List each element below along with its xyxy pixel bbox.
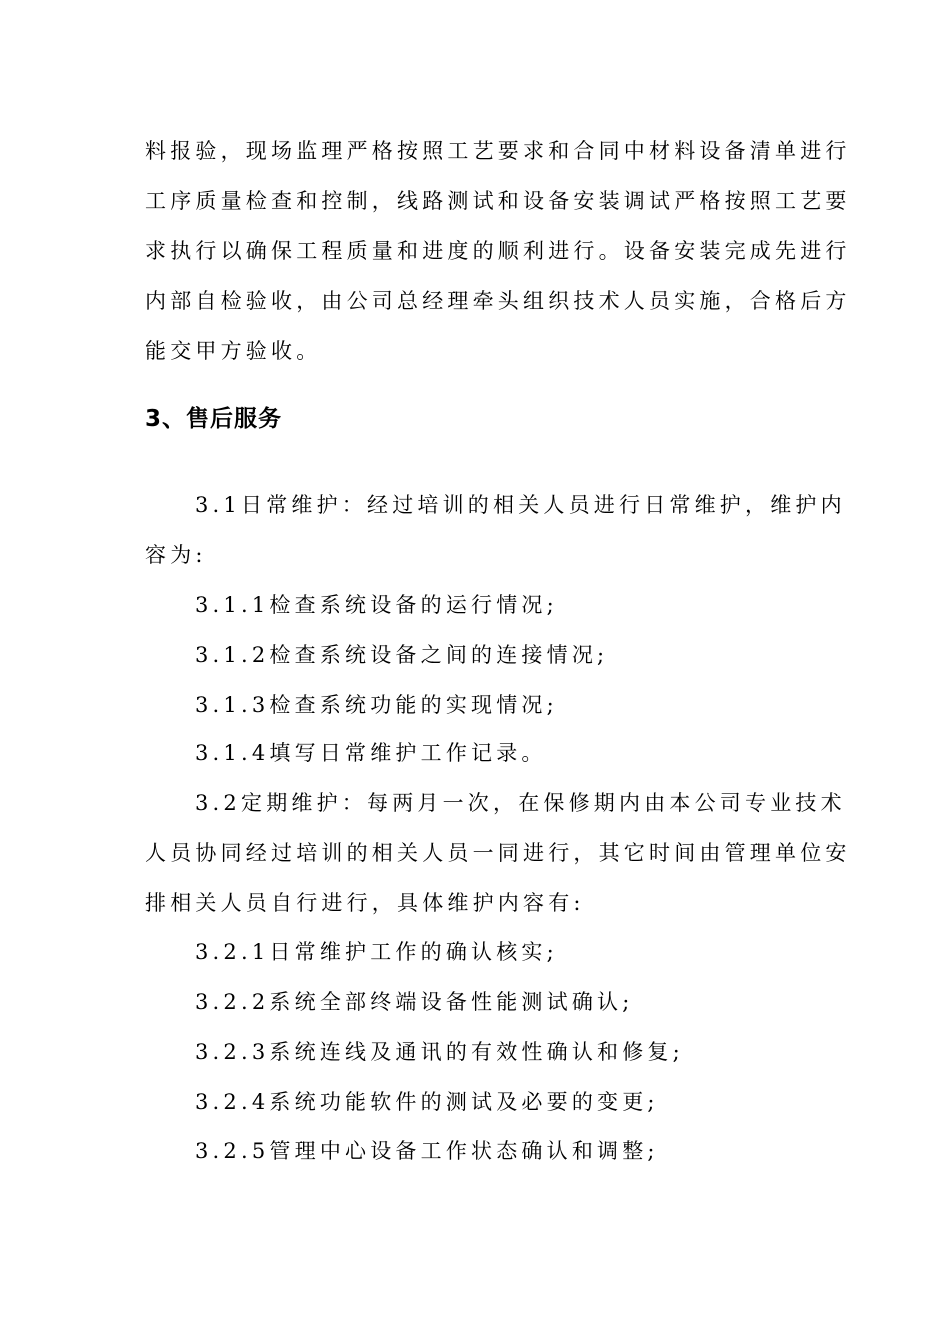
daily-item-4: 3.1.4填写日常维护工作记录。 xyxy=(195,741,547,765)
intro-line-4: 内部自检验收，由公司总经理牵头组织技术人员实施，合格后方 xyxy=(145,289,851,313)
periodic-maintenance-line-1: 3.2定期维护：每两月一次，在保修期内由本公司专业技术 xyxy=(195,791,846,815)
periodic-item-1: 3.2.1日常维护工作的确认核实; xyxy=(195,940,558,964)
periodic-maintenance-line-2: 人员协同经过培训的相关人员一同进行，其它时间由管理单位安 xyxy=(145,841,851,865)
periodic-item-3: 3.2.3系统连线及通讯的有效性确认和修复; xyxy=(195,1040,684,1064)
daily-item-2: 3.1.2检查系统设备之间的连接情况; xyxy=(195,643,609,667)
periodic-item-2: 3.2.2系统全部终端设备性能测试确认; xyxy=(195,990,634,1014)
intro-line-2: 工序质量检查和控制，线路测试和设备安装调试严格按照工艺要 xyxy=(145,189,851,213)
daily-maintenance-line-2: 容为: xyxy=(145,543,207,567)
periodic-item-5: 3.2.5管理中心设备工作状态确认和调整; xyxy=(195,1139,659,1163)
intro-line-1: 料报验，现场监理严格按照工艺要求和合同中材料设备清单进行 xyxy=(145,139,851,163)
intro-line-3: 求执行以确保工程质量和进度的顺利进行。设备安装完成先进行 xyxy=(145,239,851,263)
periodic-item-4: 3.2.4系统功能软件的测试及必要的变更; xyxy=(195,1090,659,1114)
section-heading: 3、售后服务 xyxy=(145,406,283,432)
daily-item-3: 3.1.3检查系统功能的实现情况; xyxy=(195,693,558,717)
periodic-maintenance-line-3: 排相关人员自行进行，具体维护内容有: xyxy=(145,891,585,915)
daily-maintenance-line-1: 3.1日常维护：经过培训的相关人员进行日常维护，维护内 xyxy=(195,493,846,517)
intro-line-5: 能交甲方验收。 xyxy=(145,339,322,363)
daily-item-1: 3.1.1检查系统设备的运行情况; xyxy=(195,593,558,617)
